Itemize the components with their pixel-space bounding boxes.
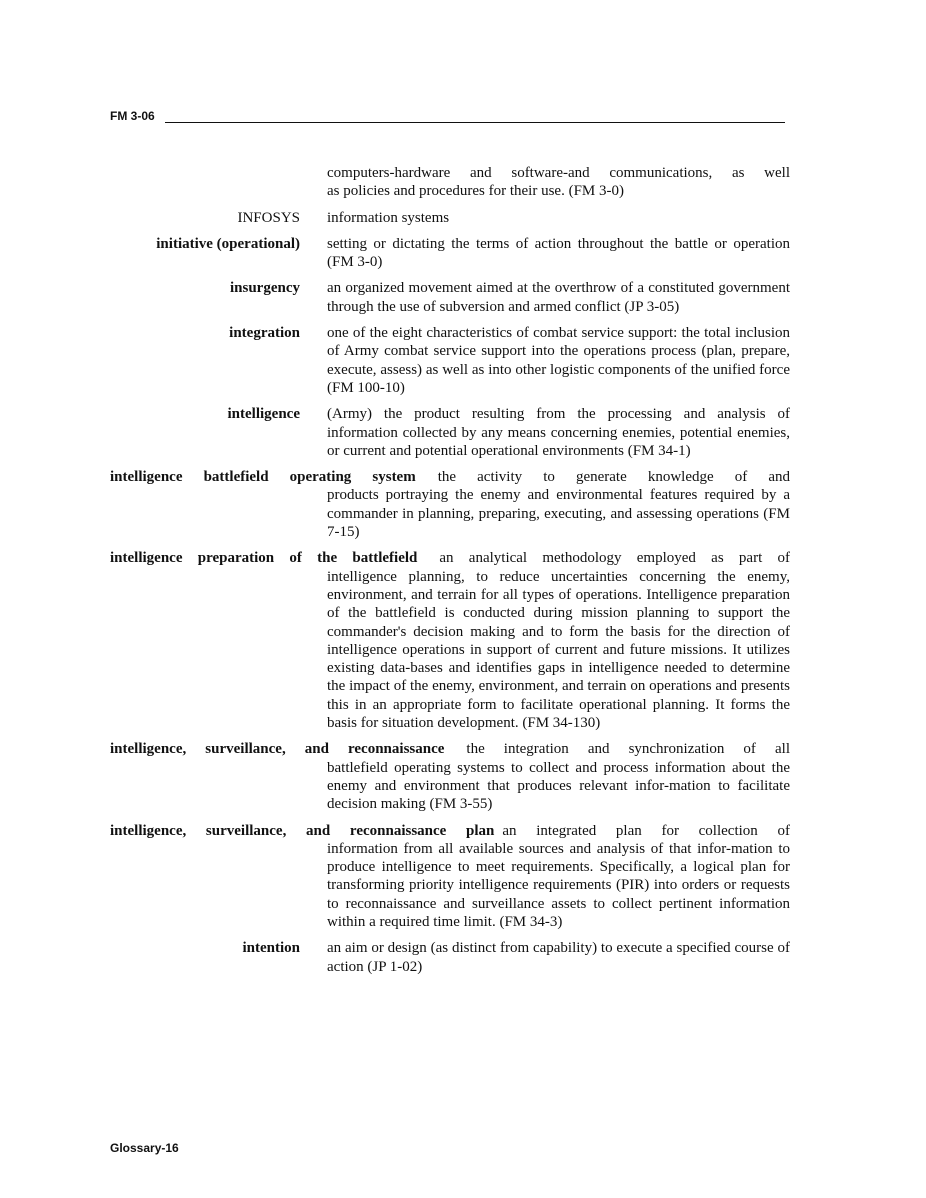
glossary-term: intention [242, 940, 300, 957]
glossary-term: intelligence, surveillance, and reconnaissance plan [110, 822, 495, 839]
glossary-first-line [110, 549, 790, 567]
continuation-text [0, 164, 790, 201]
glossary-definition-start: an analytical methodology employed as part of [439, 550, 790, 567]
glossary-definition: one of the eight characteristics of combat service support: the total inclusion of Army combat service support into the operations process (plan, prepare, execute, assess) as well as into other logistic components of the unified force (FM 100-10) [327, 325, 790, 396]
glossary-entry-initiative [0, 235, 926, 272]
running-header [110, 108, 785, 126]
glossary-term: integration [229, 325, 300, 342]
header-rule [165, 122, 785, 123]
glossary-term: INFOSYS [237, 209, 300, 226]
glossary-first-line [110, 740, 790, 758]
glossary-definition: information from all available sources and analysis of that infor-mation to produce intelligence to meet requirements. Specifically, a logical plan for transforming priority intelligence requirements (PIR) into orders or requests to reconnaissance and surveillance assets to collect pertinent information within a required time limit. (FM 34-3) [327, 840, 790, 930]
glossary-entry-isr [0, 740, 790, 813]
glossary-definition: (Army) the product resulting from the processing and analysis of information collected by any means concerning enemies, potential enemies, or current and potential operational environments (FM 34-1) [327, 406, 790, 459]
page-footer: Glossary-16 [110, 1141, 179, 1155]
glossary-definition: setting or dictating the terms of action throughout the battle or operation (FM 3-0) [327, 235, 790, 271]
glossary-definition: an organized movement aimed at the overthrow of a constituted government through the use of subversion and armed conflict (JP 3-05) [327, 280, 790, 315]
glossary-definition: an aim or design (as distinct from capability) to execute a specified course of action (JP 1-02) [327, 940, 790, 975]
glossary-entry-ipb [0, 549, 790, 732]
glossary-first-line [110, 468, 790, 486]
glossary-term: intelligence [227, 406, 300, 423]
glossary-content [0, 164, 926, 984]
glossary-entry-intention [0, 939, 926, 976]
glossary-term: intelligence battlefield operating system [110, 469, 416, 486]
glossary-definition: products portraying the enemy and environmental features required by a commander in planning, preparing, executing, and assessing operations (FM 7-15) [327, 487, 790, 541]
glossary-entry-intelligence-bos [0, 468, 790, 541]
glossary-term: insurgency [229, 280, 300, 297]
glossary-entry-integration [0, 324, 926, 397]
header-label: FM 3-06 [110, 109, 155, 123]
continuation-line: as policies and procedures for their use. (FM 3-0) [327, 183, 624, 200]
glossary-definition-start: an integrated plan for collection of [502, 822, 790, 839]
glossary-entry-insurgency [0, 279, 926, 316]
glossary-entry-infosys [0, 209, 926, 227]
glossary-definition: battlefield operating systems to collect and process information about the enemy and environment that produces relevant infor-mation to facilitate decision making (FM 3-55) [327, 759, 790, 813]
glossary-term: initiative (operational) [156, 235, 300, 252]
glossary-term: intelligence preparation of the battlefield [110, 550, 418, 567]
glossary-definition: intelligence planning, to reduce uncertainties concerning the enemy, environment, and terrain for all types of operations. Intelligence preparation of the battlefield is conducted during mission planning to support the commander's decision making and to form the basis for the direction of intelligence operations in support of current and future missions. It utilizes existing data-bases and identifies gaps in intelligence needed to determine the impact of the enemy, environment, and terrain on operations and presents this in an appropriate form to facilitate operational planning. It forms the basis for situation development. (FM 34-130) [327, 568, 790, 732]
glossary-definition-start: the activity to generate knowledge of and [437, 469, 790, 486]
glossary-term: intelligence, surveillance, and reconnaissance [110, 741, 445, 758]
glossary-definition: information systems [327, 209, 450, 226]
glossary-definition-start: the integration and synchronization of all [466, 741, 790, 758]
continuation-line: computers-hardware and software-and communications, as well [327, 165, 790, 181]
glossary-first-line [110, 822, 790, 840]
glossary-entry-intelligence [0, 405, 926, 460]
glossary-entry-isr-plan [0, 822, 790, 932]
